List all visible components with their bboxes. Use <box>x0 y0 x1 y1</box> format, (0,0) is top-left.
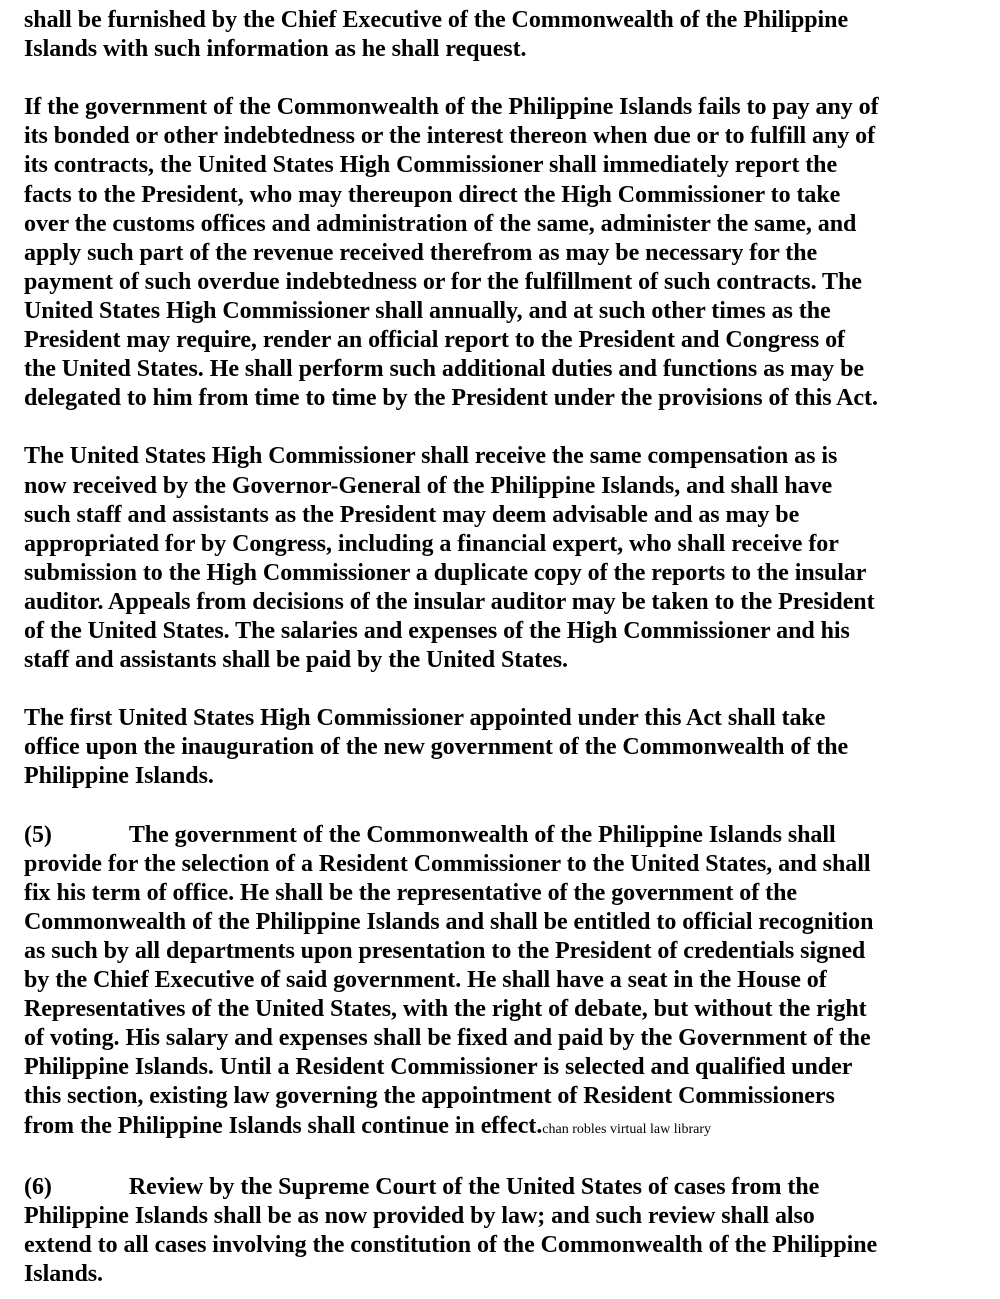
paragraph-gap <box>24 1144 984 1173</box>
text-line: now received by the Governor-General of the Philippine Islands, and shall have <box>24 472 833 499</box>
text-line <box>24 1112 984 1144</box>
text-line: payment of such overdue indebtedness or for the fulfillment of such contracts. The <box>24 268 862 295</box>
watermark-note: chan robles virtual law library <box>542 1121 712 1137</box>
text-line: office upon the inauguration of the new government of the Commonwealth of the <box>24 734 849 761</box>
paragraph-gap <box>24 64 984 93</box>
text-line: as such by all departments upon presentation to the President of credentials signed <box>24 938 866 964</box>
text-line: shall be furnished by the Chief Executive of the Commonwealth of the Philippine <box>24 7 849 33</box>
text-line: of the United States. The salaries and expenses of the High Commissioner and his <box>24 617 850 644</box>
text-line: such staff and assistants as the President may deem advisable and as may be <box>24 501 800 528</box>
text-line: over the customs offices and administration of the same, administer the same, and <box>24 210 857 237</box>
text-line: If the government of the Commonwealth of the Philippine Islands fails to pay any of <box>24 94 879 121</box>
text-line: President may require, render an official report to the President and Congress of <box>24 327 845 354</box>
section-5-resident-commissioner <box>24 821 984 1144</box>
paragraph-gap <box>24 675 984 704</box>
text-line: its bonded or other indebtedness or the interest thereon when due or to fulfill any of <box>24 123 876 150</box>
section-6-supreme-court-review <box>24 1173 984 1289</box>
paragraph-gap <box>24 792 984 821</box>
paragraph-default-indebtedness <box>24 93 984 413</box>
document-page <box>24 6 984 1289</box>
text-line: this section, existing law governing the appointment of Resident Commissioners <box>24 1083 835 1110</box>
text-line: Commonwealth of the Philippine Islands and shall be entitled to official recognition <box>24 908 874 935</box>
section-number: (5) <box>24 821 52 848</box>
text-line <box>24 821 984 850</box>
text-line: Philippine Islands. <box>24 763 214 790</box>
text-line: Philippine Islands. Until a Resident Commissioner is selected and qualified under <box>24 1054 853 1081</box>
text-line: Islands. <box>24 1261 103 1288</box>
text-line: auditor. Appeals from decisions of the insular auditor may be taken to the President <box>24 588 875 615</box>
section-text: Review by the Supreme Court of the United States of cases from the <box>128 1173 820 1200</box>
section-text: The government of the Commonwealth of the Philippine Islands shall <box>128 821 836 848</box>
text-line: by the Chief Executive of said government. He shall have a seat in the House of <box>24 967 827 994</box>
paragraph-gap <box>24 413 984 442</box>
section-number: (6) <box>24 1173 52 1200</box>
text-line: The first United States High Commissioner appointed under this Act shall take <box>24 705 826 732</box>
text-line: apply such part of the revenue received therefrom as may be necessary for the <box>24 239 818 266</box>
text-line: Islands with such information as he shall request. <box>24 36 527 63</box>
paragraph-compensation <box>24 442 984 675</box>
text-line: appropriated for by Congress, including a financial expert, who shall receive for <box>24 530 839 557</box>
text-line: submission to the High Commissioner a duplicate copy of the reports to the insular <box>24 559 867 586</box>
paragraph-continued <box>24 6 984 64</box>
text-line: The United States High Commissioner shall receive the same compensation as is <box>24 443 838 470</box>
text-line: delegated to him from time to time by the President under the provisions of this Act. <box>24 385 878 412</box>
text-line: its contracts, the United States High Commissioner shall immediately report the <box>24 152 838 179</box>
text-line: Philippine Islands shall be as now provided by law; and such review shall also <box>24 1202 815 1229</box>
text-line: staff and assistants shall be paid by the United States. <box>24 647 568 674</box>
text-line: the United States. He shall perform such additional duties and functions as may be <box>24 356 864 383</box>
section-text: from the Philippine Islands shall continue in effect. <box>24 1112 543 1139</box>
text-line <box>24 1173 984 1202</box>
text-line: facts to the President, who may thereupon direct the High Commissioner to take <box>24 181 841 208</box>
text-line: fix his term of office. He shall be the representative of the government of the <box>24 879 797 906</box>
text-line: Representatives of the United States, with the right of debate, but without the right <box>24 996 867 1023</box>
text-line: of voting. His salary and expenses shall be fixed and paid by the Government of the <box>24 1025 871 1052</box>
text-line: extend to all cases involving the constitution of the Commonwealth of the Philippine <box>24 1231 878 1258</box>
text-line: United States High Commissioner shall annually, and at such other times as the <box>24 297 831 324</box>
text-line: provide for the selection of a Resident Commissioner to the United States, and shall <box>24 850 871 877</box>
paragraph-first-commissioner <box>24 704 984 791</box>
